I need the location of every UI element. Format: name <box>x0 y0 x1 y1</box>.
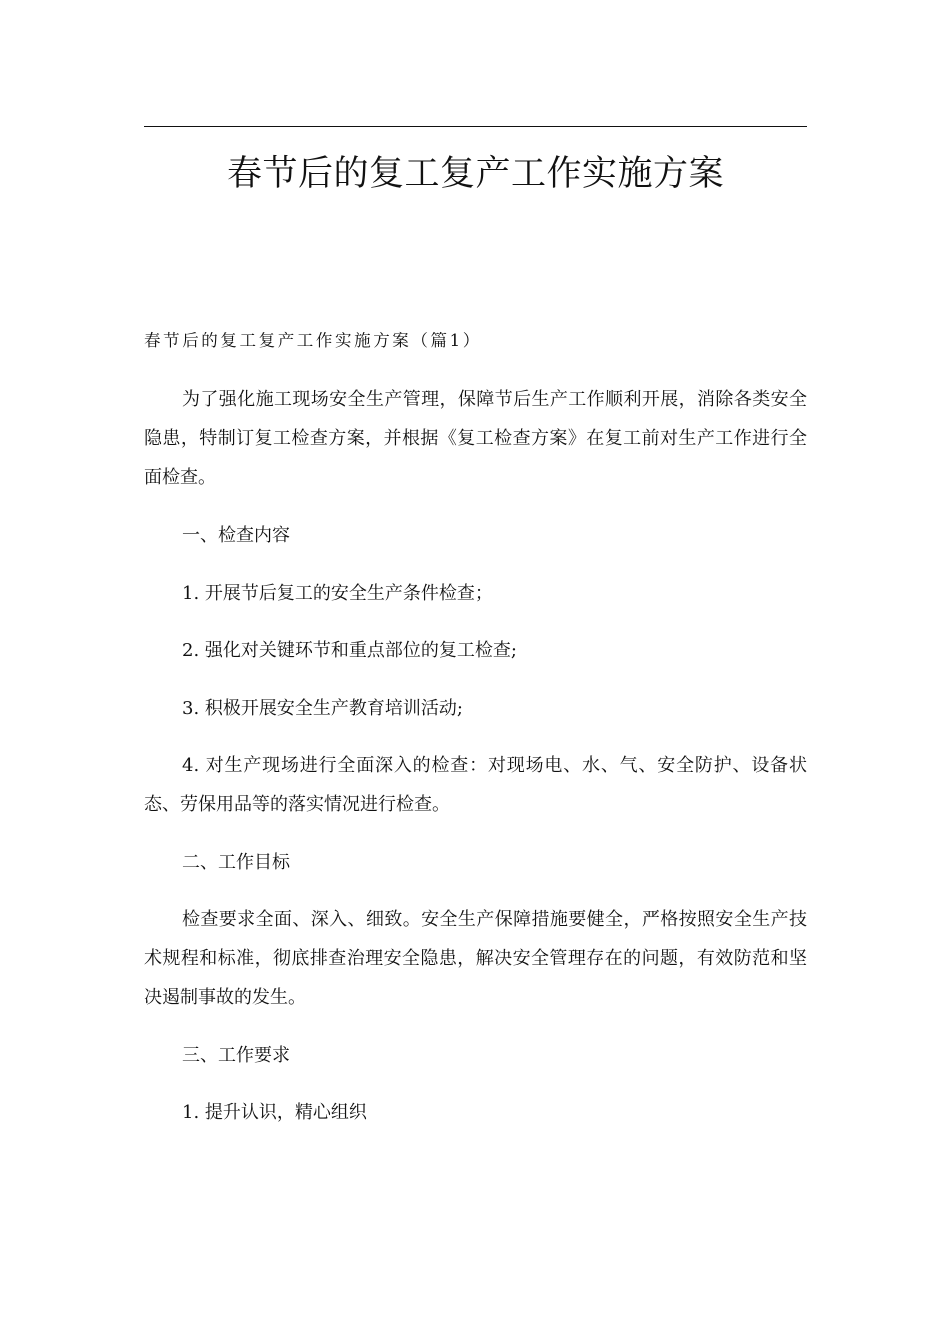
list-item: 2. 强化对关键环节和重点部位的复工检查; <box>182 640 517 661</box>
header-rule <box>144 126 807 127</box>
intro-paragraph: 为了强化施工现场安全生产管理，保障节后生产工作顺利开展，消除各类安全隐患，特制订复工检查方案，并根据《复工检查方案》在复工前对生产工作进行全面检查。 <box>144 389 807 488</box>
section-heading-requirements: 三、工作要求 <box>182 1045 290 1066</box>
list-item: 1. 开展节后复工的安全生产条件检查； <box>182 583 493 604</box>
section-heading-goals: 二、工作目标 <box>182 852 290 873</box>
list-item: 1. 提升认识，精心组织 <box>182 1102 367 1123</box>
list-item: 4. 对生产现场进行全面深入的检查：对现场电、水、气、安全防护、设备状态、劳保用品等的落实情况进行检查。 <box>144 755 807 815</box>
document-title: 春节后的复工复产工作实施方案 <box>226 154 724 194</box>
section-heading-inspection: 一、检查内容 <box>182 525 290 546</box>
list-item: 3. 积极开展安全生产教育培训活动; <box>182 698 463 719</box>
document-subtitle: 春节后的复工复产工作实施方案（篇1） <box>144 331 482 350</box>
goals-paragraph: 检查要求全面、深入、细致。安全生产保障措施要健全，严格按照安全生产技术规程和标准，彻底排查治理安全隐患，解决安全管理存在的问题，有效防范和坚决遏制事故的发生。 <box>144 909 807 1008</box>
